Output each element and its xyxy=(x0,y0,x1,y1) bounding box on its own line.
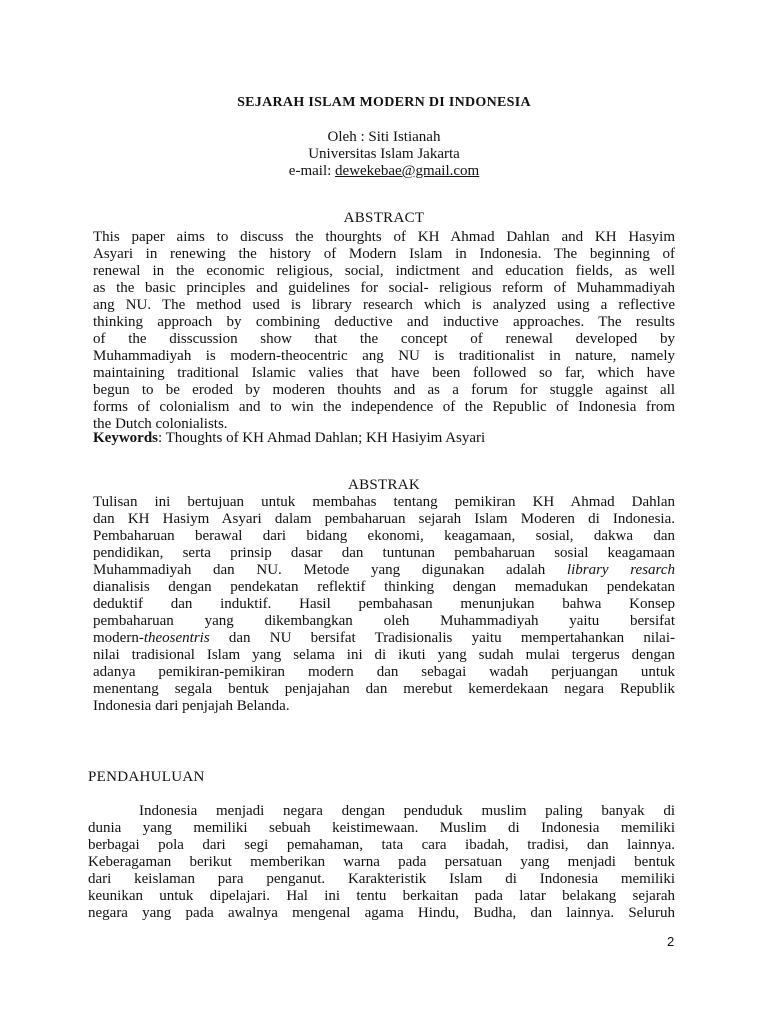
paragraph-line: keunikan untuk dipelajari. Hal ini tentu berkaitan pada latar belakang sejarah xyxy=(88,888,675,904)
keywords-label: Keywords xyxy=(93,430,158,446)
page-number: 2 xyxy=(667,934,675,949)
keywords-text: : Thoughts of KH Ahmad Dahlan; KH Hasiyim Asyari xyxy=(158,430,486,446)
author-affiliation: Universitas Islam Jakarta xyxy=(308,146,460,162)
section-heading-introduction: PENDAHULUAN xyxy=(88,769,205,785)
abstrak-line: pembaharuan yang dikembangkan oleh Muhammadiyah yaitu bersifat xyxy=(93,613,675,629)
abstract-en-line: Muhammadiyah is modern-theocentric ang NU is traditionalist in nature, namely xyxy=(93,348,675,364)
abstrak-italic-term: library resarch xyxy=(566,562,675,578)
abstrak-line: adanya pemikiran-pemikiran modern dan sebagai wadah perjuangan untuk xyxy=(93,664,675,680)
paragraph-line: Keberagaman berikut memberikan warna pada persatuan yang menjadi bentuk xyxy=(88,854,675,870)
abstract-en-line: of the disscussion show that the concept of renewal developed by xyxy=(93,331,675,347)
author-name: Oleh : Siti Istianah xyxy=(327,129,441,145)
abstrak-line: pendidikan, serta prinsip dasar dan tuntunan pembaharuan sosial keagamaan xyxy=(93,545,675,561)
abstract-en-line: thinking approach by combining deductive and inductive approaches. The results xyxy=(93,314,675,330)
abstrak-italic-term: theosentris xyxy=(143,630,210,646)
keywords-line xyxy=(93,430,485,447)
abstrak-heading: ABSTRAK xyxy=(347,477,421,493)
abstrak-line: Indonesia dari penjajah Belanda. xyxy=(93,698,290,714)
abstract-en-line: forms of colonialism and to win the independence of the Republic of Indonesia from xyxy=(93,399,675,415)
introduction-paragraph xyxy=(88,803,675,922)
abstract-en-line: as the basic principles and guidelines for social- religious reform of Muhammadiyah xyxy=(93,280,675,296)
paragraph-line: negara yang pada awalnya mengenal agama Hindu, Budha, dan lainnya. Seluruh xyxy=(88,905,675,921)
abstrak-line-text: dan NU bersifat Tradisionalis yaitu mempertahankan nilai- xyxy=(209,630,675,646)
abstrak-line: Tulisan ini bertujuan untuk membahas tentang pemikiran KH Ahmad Dahlan xyxy=(93,494,675,510)
abstrak-line: dianalisis dengan pendekatan reflektif thinking dengan memadukan pendekatan xyxy=(93,579,675,595)
abstrak-line: Pembaharuan berawal dari bidang ekonomi, keagamaan, sosial, dakwa dan xyxy=(93,528,675,544)
abstrak-line: deduktif dan induktif. Hasil pembahasan menunjukan bahwa Konsep xyxy=(93,596,675,612)
abstract-en-line: ang NU. The method used is library research which is analyzed using a reflective xyxy=(93,297,675,313)
abstrak-body xyxy=(93,494,675,715)
email-link[interactable]: dewekebae@gmail.com xyxy=(335,163,480,179)
abstrak-line-with-italic xyxy=(93,630,675,647)
paragraph-line: berbagai pola dari segi pemahaman, tata cara ibadah, tradisi, dan lainnya. xyxy=(88,837,675,853)
abstrak-line: dan KH Hasiym Asyari dalam pembaharuan sejarah Islam Moderen di Indonesia. xyxy=(93,511,675,527)
abstract-en-line: Asyari in renewing the history of Modern Islam in Indonesia. The beginning of xyxy=(93,246,675,262)
abstract-en-line: the Dutch colonialists. xyxy=(93,416,228,432)
abstrak-line: nilai tradisional Islam yang selama ini di ikuti yang sudah mulai tergerus dengan xyxy=(93,647,675,663)
abstract-heading: ABSTRACT xyxy=(343,210,425,226)
abstract-en-line: This paper aims to discuss the thourghts of KH Ahmad Dahlan and KH Hasyim xyxy=(93,229,675,245)
author-email-line xyxy=(0,163,768,180)
paragraph-line: dunia yang memiliki sebuah keistimewaan. Muslim di Indonesia memiliki xyxy=(88,820,675,836)
abstrak-line: menentang segala bentuk penjajahan dan merebut kemerdekaan negara Republik xyxy=(93,681,675,697)
abstract-en-line: maintaining traditional Islamic valies that have been followed so far, which have xyxy=(93,365,675,381)
paragraph-line: Indonesia menjadi negara dengan penduduk muslim paling banyak di xyxy=(139,803,675,819)
paragraph-line: dari keislaman para penganut. Karakteristik Islam di Indonesia memiliki xyxy=(88,871,675,887)
abstract-en-line: begun to be eroded by moderen thouhts and as a forum for stuggle against all xyxy=(93,382,675,398)
abstract-en-line: renewal in the economic religious, social, indictment and education fields, as well xyxy=(93,263,675,279)
abstract-en-body xyxy=(93,229,675,433)
abstrak-line-with-italic xyxy=(93,562,675,579)
abstrak-line-text: modern- xyxy=(93,630,144,646)
email-label: e-mail: xyxy=(288,163,336,179)
paper-title: SEJARAH ISLAM MODERN DI INDONESIA xyxy=(237,95,531,110)
abstrak-line-text: Muhammadiyah dan NU. Metode yang digunakan adalah xyxy=(93,562,546,578)
